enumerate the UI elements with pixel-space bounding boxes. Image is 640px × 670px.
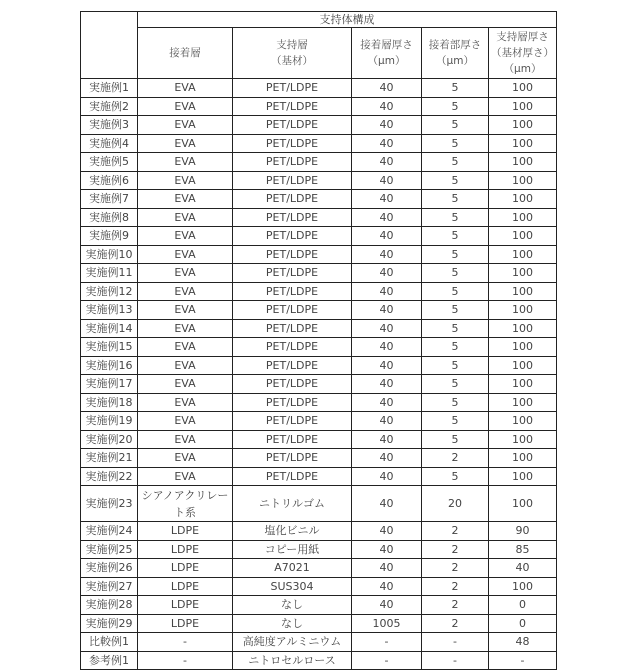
row-label: 実施例2 — [81, 97, 138, 116]
row-label: 実施例16 — [81, 356, 138, 375]
row-label: 実施例11 — [81, 264, 138, 283]
row-label: 実施例15 — [81, 338, 138, 357]
part-thickness-cell: 2 — [422, 596, 489, 615]
support-layer-cell: PET/LDPE — [233, 393, 352, 412]
adhesive-thickness-cell: 40 — [352, 227, 422, 246]
row-label: 実施例29 — [81, 614, 138, 633]
part-thickness-cell: 5 — [422, 467, 489, 486]
table-row — [81, 651, 557, 670]
support-thickness-cell: 85 — [489, 540, 557, 559]
adhesive-layer-cell: LDPE — [138, 559, 233, 578]
table-row — [81, 375, 557, 394]
adhesive-thickness-cell: 40 — [352, 245, 422, 264]
row-label: 実施例23 — [81, 486, 138, 522]
support-thickness-cell: 0 — [489, 614, 557, 633]
adhesive-layer-cell: EVA — [138, 208, 233, 227]
support-layer-cell: PET/LDPE — [233, 430, 352, 449]
adhesive-thickness-cell: 40 — [352, 356, 422, 375]
adhesive-thickness-cell: 40 — [352, 282, 422, 301]
part-thickness-cell: 2 — [422, 449, 489, 468]
table-row — [81, 596, 557, 615]
table-row — [81, 153, 557, 172]
adhesive-thickness-cell: 40 — [352, 430, 422, 449]
part-thickness-cell: - — [422, 633, 489, 652]
column-header-adhesive-layer — [138, 28, 233, 79]
table-body — [81, 79, 557, 670]
table-row — [81, 467, 557, 486]
column-header-text: （基材厚さ） — [489, 45, 556, 61]
table-row — [81, 393, 557, 412]
support-thickness-cell: 100 — [489, 430, 557, 449]
adhesive-layer-cell: EVA — [138, 227, 233, 246]
table-row — [81, 97, 557, 116]
support-thickness-cell: 100 — [489, 282, 557, 301]
part-thickness-cell: 5 — [422, 282, 489, 301]
table-row — [81, 227, 557, 246]
support-layer-cell: SUS304 — [233, 577, 352, 596]
row-label: 実施例20 — [81, 430, 138, 449]
support-thickness-cell: 100 — [489, 577, 557, 596]
part-thickness-cell: 5 — [422, 208, 489, 227]
support-layer-cell: ニトロセルロース — [233, 651, 352, 670]
adhesive-layer-cell: EVA — [138, 375, 233, 394]
part-thickness-cell: 5 — [422, 171, 489, 190]
part-thickness-cell: 20 — [422, 486, 489, 522]
support-thickness-cell: 100 — [489, 171, 557, 190]
part-thickness-cell: 5 — [422, 338, 489, 357]
adhesive-thickness-cell: 40 — [352, 559, 422, 578]
row-label: 実施例12 — [81, 282, 138, 301]
adhesive-layer-cell: EVA — [138, 282, 233, 301]
support-thickness-cell: 0 — [489, 596, 557, 615]
row-label: 実施例27 — [81, 577, 138, 596]
row-label: 実施例13 — [81, 301, 138, 320]
table-row — [81, 486, 557, 522]
adhesive-layer-cell: EVA — [138, 430, 233, 449]
row-label: 実施例22 — [81, 467, 138, 486]
adhesive-layer-cell: EVA — [138, 153, 233, 172]
support-layer-cell: PET/LDPE — [233, 356, 352, 375]
table-row — [81, 264, 557, 283]
support-thickness-cell: 100 — [489, 393, 557, 412]
part-thickness-cell: 5 — [422, 79, 489, 98]
row-label: 実施例3 — [81, 116, 138, 135]
adhesive-thickness-cell: 40 — [352, 375, 422, 394]
support-layer-cell: 高純度アルミニウム — [233, 633, 352, 652]
adhesive-thickness-cell: 40 — [352, 319, 422, 338]
adhesive-layer-cell: LDPE — [138, 577, 233, 596]
part-thickness-cell: 5 — [422, 412, 489, 431]
group-header-row — [81, 12, 557, 28]
column-header-text: 接着部厚さ — [422, 37, 488, 53]
table-row — [81, 190, 557, 209]
row-label: 実施例28 — [81, 596, 138, 615]
support-thickness-cell: 100 — [489, 79, 557, 98]
adhesive-layer-cell: EVA — [138, 467, 233, 486]
row-label: 実施例17 — [81, 375, 138, 394]
adhesive-layer-cell: EVA — [138, 79, 233, 98]
support-thickness-cell: 100 — [489, 153, 557, 172]
row-label: 実施例1 — [81, 79, 138, 98]
part-thickness-cell: 5 — [422, 153, 489, 172]
table-row — [81, 134, 557, 153]
adhesive-thickness-cell: 40 — [352, 540, 422, 559]
support-layer-cell: A7021 — [233, 559, 352, 578]
row-label: 実施例8 — [81, 208, 138, 227]
support-thickness-cell: 90 — [489, 522, 557, 541]
part-thickness-cell: 5 — [422, 430, 489, 449]
row-label: 実施例21 — [81, 449, 138, 468]
part-thickness-cell: 5 — [422, 227, 489, 246]
row-label: 実施例14 — [81, 319, 138, 338]
support-thickness-cell: 48 — [489, 633, 557, 652]
row-label: 実施例18 — [81, 393, 138, 412]
adhesive-layer-cell: EVA — [138, 338, 233, 357]
part-thickness-cell: 2 — [422, 614, 489, 633]
support-thickness-cell: 100 — [489, 412, 557, 431]
corner-cell — [81, 12, 138, 79]
table-row — [81, 522, 557, 541]
support-layer-cell: PET/LDPE — [233, 190, 352, 209]
support-thickness-cell: - — [489, 651, 557, 670]
table-row — [81, 540, 557, 559]
adhesive-thickness-cell: 40 — [352, 208, 422, 227]
row-label: 実施例26 — [81, 559, 138, 578]
table-row — [81, 282, 557, 301]
column-header-text: （μm） — [422, 53, 488, 69]
table-row — [81, 208, 557, 227]
adhesive-layer-cell: EVA — [138, 116, 233, 135]
support-thickness-cell: 100 — [489, 449, 557, 468]
support-layer-cell: PET/LDPE — [233, 171, 352, 190]
support-layer-cell: PET/LDPE — [233, 134, 352, 153]
table-row — [81, 577, 557, 596]
part-thickness-cell: 5 — [422, 97, 489, 116]
support-layer-cell: PET/LDPE — [233, 375, 352, 394]
row-label: 比較例1 — [81, 633, 138, 652]
adhesive-thickness-cell: 40 — [352, 116, 422, 135]
adhesive-layer-cell: EVA — [138, 171, 233, 190]
table-row — [81, 633, 557, 652]
adhesive-thickness-cell: 40 — [352, 412, 422, 431]
adhesive-layer-cell: EVA — [138, 134, 233, 153]
support-layer-cell: PET/LDPE — [233, 467, 352, 486]
table-row — [81, 338, 557, 357]
part-thickness-cell: 2 — [422, 577, 489, 596]
support-thickness-cell: 100 — [489, 97, 557, 116]
part-thickness-cell: 5 — [422, 190, 489, 209]
support-layer-cell: PET/LDPE — [233, 153, 352, 172]
support-layer-cell: PET/LDPE — [233, 264, 352, 283]
column-header-text: （μm） — [489, 61, 556, 77]
support-layer-cell: 塩化ビニル — [233, 522, 352, 541]
support-layer-cell: なし — [233, 596, 352, 615]
support-layer-cell: PET/LDPE — [233, 97, 352, 116]
part-thickness-cell: 5 — [422, 116, 489, 135]
adhesive-layer-cell: EVA — [138, 356, 233, 375]
adhesive-layer-cell: EVA — [138, 245, 233, 264]
table-row — [81, 412, 557, 431]
row-label: 実施例4 — [81, 134, 138, 153]
table-row — [81, 449, 557, 468]
adhesive-thickness-cell: 40 — [352, 97, 422, 116]
row-label: 実施例7 — [81, 190, 138, 209]
row-label: 実施例19 — [81, 412, 138, 431]
group-header-support-composition: 支持体構成 — [138, 12, 557, 28]
part-thickness-cell: 2 — [422, 559, 489, 578]
adhesive-thickness-cell: 40 — [352, 486, 422, 522]
column-header-text: 支持層 — [233, 37, 351, 53]
support-thickness-cell: 100 — [489, 338, 557, 357]
support-layer-cell: なし — [233, 614, 352, 633]
support-thickness-cell: 100 — [489, 116, 557, 135]
adhesive-thickness-cell: 40 — [352, 171, 422, 190]
table-row — [81, 356, 557, 375]
part-thickness-cell: 5 — [422, 375, 489, 394]
support-thickness-cell: 100 — [489, 356, 557, 375]
column-header-text: （μm） — [352, 53, 421, 69]
table-row — [81, 79, 557, 98]
part-thickness-cell: 2 — [422, 522, 489, 541]
support-layer-cell: コピー用紙 — [233, 540, 352, 559]
adhesive-thickness-cell: 40 — [352, 577, 422, 596]
adhesive-thickness-cell: - — [352, 651, 422, 670]
adhesive-layer-cell: EVA — [138, 393, 233, 412]
column-header-adhesive-part-thickness — [422, 28, 489, 79]
part-thickness-cell: 5 — [422, 301, 489, 320]
support-thickness-cell: 100 — [489, 190, 557, 209]
row-label: 実施例25 — [81, 540, 138, 559]
table-row — [81, 559, 557, 578]
column-header-row — [81, 28, 557, 79]
support-thickness-cell: 100 — [489, 227, 557, 246]
adhesive-thickness-cell: 40 — [352, 522, 422, 541]
row-label: 実施例9 — [81, 227, 138, 246]
adhesive-layer-cell: LDPE — [138, 540, 233, 559]
part-thickness-cell: 5 — [422, 134, 489, 153]
adhesive-thickness-cell: 40 — [352, 393, 422, 412]
support-composition-table — [80, 11, 557, 670]
support-thickness-cell: 40 — [489, 559, 557, 578]
adhesive-layer-cell: LDPE — [138, 614, 233, 633]
part-thickness-cell: 2 — [422, 540, 489, 559]
column-header-text: 接着層 — [138, 45, 232, 61]
column-header-text: 支持層厚さ — [489, 29, 556, 45]
support-layer-cell: ニトリルゴム — [233, 486, 352, 522]
support-layer-cell: PET/LDPE — [233, 116, 352, 135]
table-row — [81, 614, 557, 633]
support-layer-cell: PET/LDPE — [233, 245, 352, 264]
adhesive-thickness-cell: 40 — [352, 301, 422, 320]
adhesive-layer-cell: LDPE — [138, 596, 233, 615]
table-row — [81, 430, 557, 449]
adhesive-thickness-cell: 40 — [352, 190, 422, 209]
adhesive-layer-cell: EVA — [138, 449, 233, 468]
adhesive-layer-cell: EVA — [138, 319, 233, 338]
adhesive-thickness-cell: 40 — [352, 264, 422, 283]
row-label: 参考例1 — [81, 651, 138, 670]
support-thickness-cell: 100 — [489, 375, 557, 394]
support-layer-cell: PET/LDPE — [233, 301, 352, 320]
column-header-support-layer-thickness — [489, 28, 557, 79]
support-layer-cell: PET/LDPE — [233, 208, 352, 227]
support-thickness-cell: 100 — [489, 208, 557, 227]
adhesive-layer-cell: - — [138, 633, 233, 652]
support-layer-cell: PET/LDPE — [233, 282, 352, 301]
part-thickness-cell: 5 — [422, 319, 489, 338]
support-layer-cell: PET/LDPE — [233, 412, 352, 431]
support-thickness-cell: 100 — [489, 467, 557, 486]
adhesive-thickness-cell: 40 — [352, 134, 422, 153]
adhesive-layer-cell: EVA — [138, 97, 233, 116]
adhesive-thickness-cell: 40 — [352, 338, 422, 357]
adhesive-thickness-cell: 40 — [352, 79, 422, 98]
support-thickness-cell: 100 — [489, 486, 557, 522]
row-label: 実施例6 — [81, 171, 138, 190]
support-layer-cell: PET/LDPE — [233, 79, 352, 98]
column-header-adhesive-layer-thickness — [352, 28, 422, 79]
support-layer-cell: PET/LDPE — [233, 338, 352, 357]
table-row — [81, 245, 557, 264]
adhesive-layer-cell: EVA — [138, 264, 233, 283]
adhesive-layer-cell: LDPE — [138, 522, 233, 541]
row-label: 実施例24 — [81, 522, 138, 541]
adhesive-thickness-cell: 40 — [352, 449, 422, 468]
table-row — [81, 319, 557, 338]
support-thickness-cell: 100 — [489, 264, 557, 283]
row-label: 実施例5 — [81, 153, 138, 172]
support-thickness-cell: 100 — [489, 245, 557, 264]
support-thickness-cell: 100 — [489, 134, 557, 153]
adhesive-layer-cell: EVA — [138, 412, 233, 431]
adhesive-layer-cell: EVA — [138, 301, 233, 320]
support-layer-cell: PET/LDPE — [233, 227, 352, 246]
adhesive-layer-cell: シアノアクリレート系 — [138, 486, 233, 522]
part-thickness-cell: 5 — [422, 356, 489, 375]
table-row — [81, 301, 557, 320]
adhesive-layer-cell: - — [138, 651, 233, 670]
adhesive-thickness-cell: 40 — [352, 467, 422, 486]
adhesive-thickness-cell: 40 — [352, 596, 422, 615]
support-thickness-cell: 100 — [489, 319, 557, 338]
support-layer-cell: PET/LDPE — [233, 449, 352, 468]
column-header-support-layer — [233, 28, 352, 79]
row-label: 実施例10 — [81, 245, 138, 264]
adhesive-thickness-cell: - — [352, 633, 422, 652]
part-thickness-cell: - — [422, 651, 489, 670]
column-header-text: （基材） — [233, 53, 351, 69]
part-thickness-cell: 5 — [422, 264, 489, 283]
adhesive-layer-cell: EVA — [138, 190, 233, 209]
support-thickness-cell: 100 — [489, 301, 557, 320]
table-row — [81, 116, 557, 135]
adhesive-thickness-cell: 1005 — [352, 614, 422, 633]
support-layer-cell: PET/LDPE — [233, 319, 352, 338]
part-thickness-cell: 5 — [422, 393, 489, 412]
part-thickness-cell: 5 — [422, 245, 489, 264]
adhesive-thickness-cell: 40 — [352, 153, 422, 172]
column-header-text: 接着層厚さ — [352, 37, 421, 53]
table-row — [81, 171, 557, 190]
